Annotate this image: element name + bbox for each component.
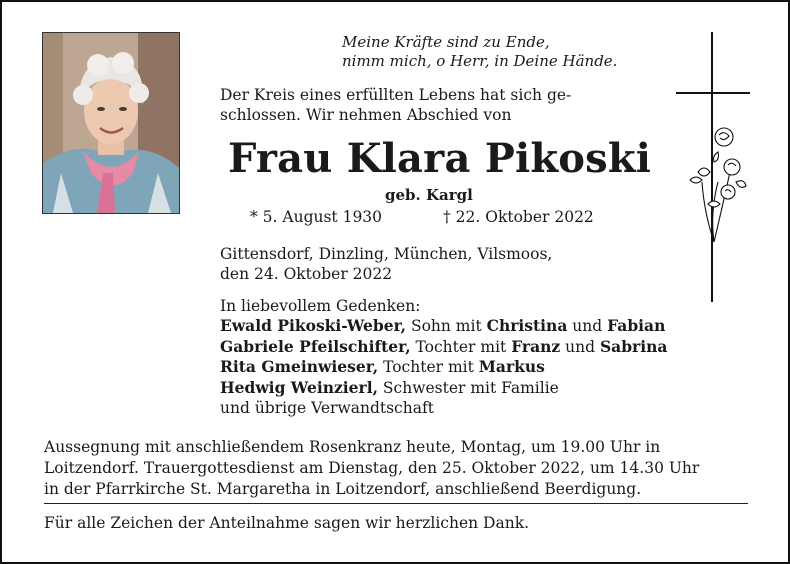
motto-line-1: Meine Kräfte sind zu Ende, [342, 33, 550, 51]
motto-verse [342, 33, 617, 71]
deceased-name: Frau Klara Pikoski [228, 135, 652, 182]
mourner-relation: Sohn mit [406, 317, 487, 336]
mourner-name: Ewald Pikoski-Weber, [220, 316, 407, 336]
death-date: † 22. Oktober 2022 [443, 208, 594, 226]
service-line-2: Loitzendorf. Trauergottesdienst am Dienstag, den 25. Oktober 2022, um 14.30 Uhr [44, 459, 700, 477]
mourners-closing: und übrige Verwandtschaft [220, 399, 434, 418]
mourner-child-name: Christina [486, 316, 568, 336]
mourner-conjunction: und [567, 317, 608, 336]
intro-line-2: schlossen. Wir nehmen Abschied von [220, 106, 512, 124]
intro-text [220, 85, 632, 125]
mourner-name: Rita Gmeinwieser, [220, 357, 379, 377]
intro-line-1: Der Kreis eines erfüllten Lebens hat sich ge- [220, 86, 572, 104]
mourner-name: Gabriele Pfeilschifter, [220, 336, 411, 356]
motto-line-2: nimm mich, o Herr, in Deine Hände. [342, 52, 618, 70]
portrait-photo [42, 32, 180, 214]
mourners-block [220, 296, 667, 418]
mourner-conjunction: und [560, 337, 600, 356]
mourner-row [220, 316, 667, 336]
thanks-line: Für alle Zeichen der Anteilnahme sagen wir herzlichen Dank. [44, 514, 530, 532]
mourner-relation: Schwester mit Familie [377, 378, 559, 397]
place-and-date [220, 244, 552, 284]
mourner-row [220, 337, 667, 357]
mourner-row [220, 378, 667, 398]
mourner-child-name: Franz [511, 336, 561, 356]
place-line-2: den 24. Oktober 2022 [220, 265, 393, 283]
service-line-3: in der Pfarrkirche St. Margaretha in Loitzendorf, anschließend Beerdigung. [44, 480, 642, 498]
mourner-child-name: Sabrina [599, 336, 668, 356]
service-line-1: Aussegnung mit anschließendem Rosenkranz heute, Montag, um 19.00 Uhr in [44, 438, 661, 456]
divider [44, 503, 748, 504]
place-line-1: Gittensdorf, Dinzling, München, Vilsmoos, [220, 245, 553, 263]
service-details [44, 437, 748, 500]
birth-date: * 5. August 1930 [250, 208, 383, 226]
mourner-relation: Tochter mit [410, 337, 512, 356]
mourner-name: Hedwig Weinzierl, [220, 377, 378, 397]
mourner-child-name: Fabian [607, 316, 666, 336]
mourner-row [220, 357, 667, 377]
mourner-relation: Tochter mit [378, 358, 479, 377]
mourner-child-name: Markus [478, 357, 545, 377]
maiden-name: geb. Kargl [385, 186, 473, 204]
mourners-heading: In liebevollem Gedenken: [220, 297, 421, 315]
cross-with-roses-icon [674, 32, 754, 311]
